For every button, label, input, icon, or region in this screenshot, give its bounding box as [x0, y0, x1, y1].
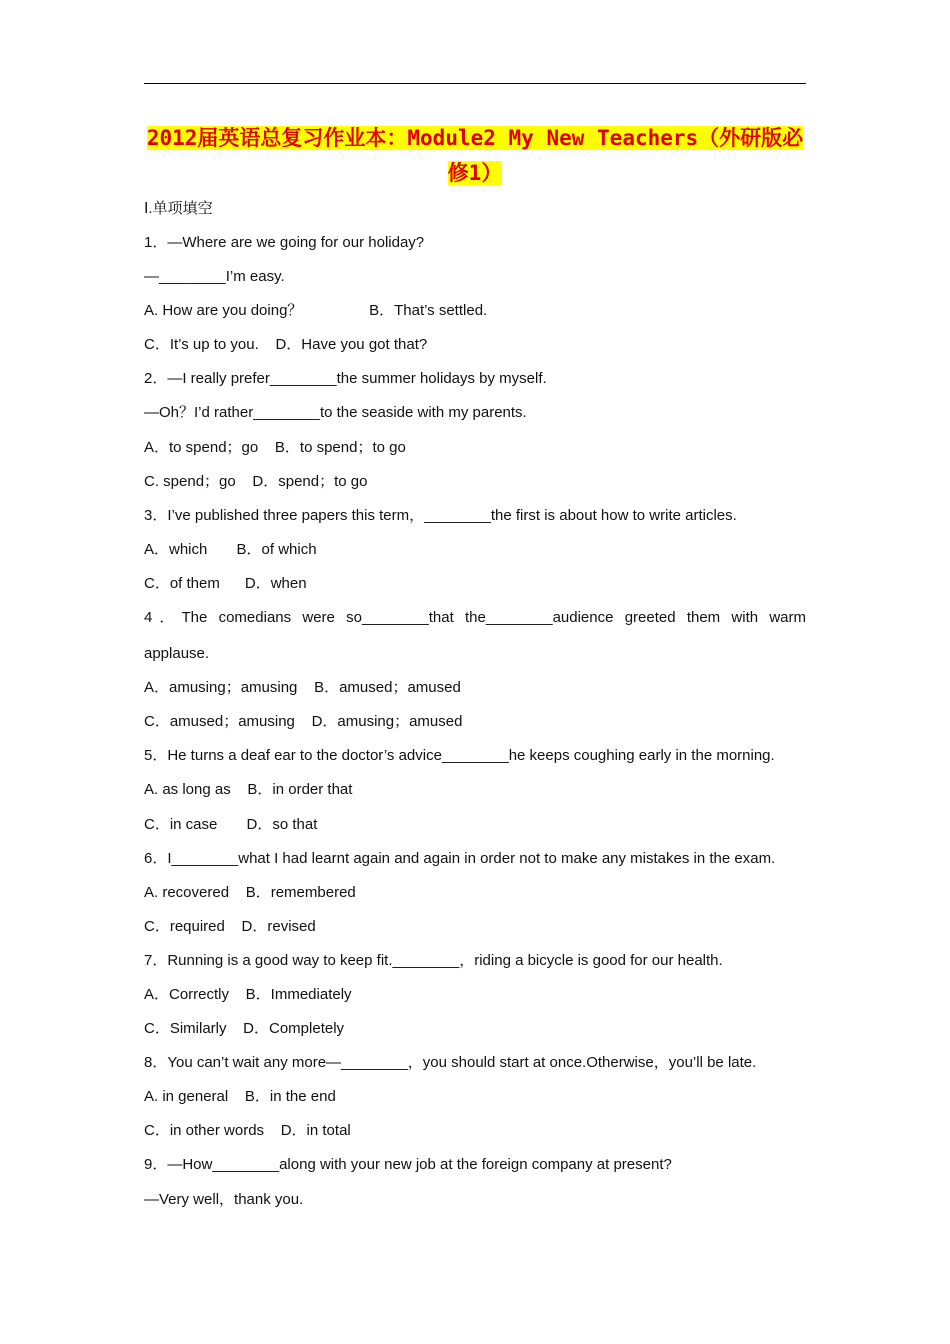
document-title: 2012届英语总复习作业本：Module2 My New Teachers（外研版必修1）: [146, 126, 804, 185]
option-line: A．Correctly B．Immediately: [144, 985, 352, 1003]
question-line: 8．You can’t wait any more—________，you should start at once.Otherwise，you’ll be late.: [144, 1054, 757, 1072]
option-line: C. spend；go D．spend；to go: [144, 472, 368, 490]
document-body: [144, 196, 806, 1221]
option-line: A. recovered B．remembered: [144, 883, 356, 901]
answer-line: —Very well，thank you.: [144, 1190, 304, 1208]
question-line: 7．Running is a good way to keep fit.________，riding a bicycle is good for our health.: [144, 951, 723, 969]
section-heading: Ⅰ.单项填空: [144, 200, 213, 217]
option-line: C．in case D．so that: [144, 815, 318, 833]
option-line: C．of them D．when: [144, 574, 307, 592]
answer-line: —Oh？I’d rather________to the seaside with my parents.: [144, 404, 527, 422]
option-line: A．amusing；amusing B．amused；amused: [144, 679, 461, 697]
option-line: A. How are you doing？ B．That’s settled.: [144, 302, 488, 320]
question-line: 6．I________what I had learnt again and again in order not to make any mistakes in the exam.: [144, 849, 776, 867]
header-rule: [144, 83, 806, 84]
option-line: A. in general B．in the end: [144, 1088, 336, 1106]
option-line: A. as long as B．in order that: [144, 781, 353, 799]
option-line: C．amused；amusing D．amusing；amused: [144, 713, 463, 731]
question-line: 4．The comedians were so________that the________audience greeted them with warm: [144, 609, 806, 627]
option-line: A．to spend；go B．to spend；to go: [144, 438, 406, 456]
question-line: 2．—I really prefer________the summer holidays by myself.: [144, 370, 547, 388]
question-line: 3．I’ve published three papers this term，________the first is about how to write articles.: [144, 506, 737, 524]
question-line: 1．—Where are we going for our holiday?: [144, 234, 425, 251]
answer-line: —________I’m easy.: [144, 268, 285, 286]
option-line: C．It’s up to you. D．Have you got that?: [144, 336, 428, 354]
option-line: A．which B．of which: [144, 540, 317, 558]
option-line: C．in other words D．in total: [144, 1122, 351, 1140]
question-line-continued: applause.: [144, 645, 210, 663]
question-line: 5．He turns a deaf ear to the doctor’s advice________he keeps coughing early in the morning.: [144, 747, 775, 765]
option-line: C．required D．revised: [144, 917, 316, 935]
option-line: C．Similarly D．Completely: [144, 1020, 345, 1038]
question-line: 9．—How________along with your new job at the foreign company at present?: [144, 1156, 672, 1174]
